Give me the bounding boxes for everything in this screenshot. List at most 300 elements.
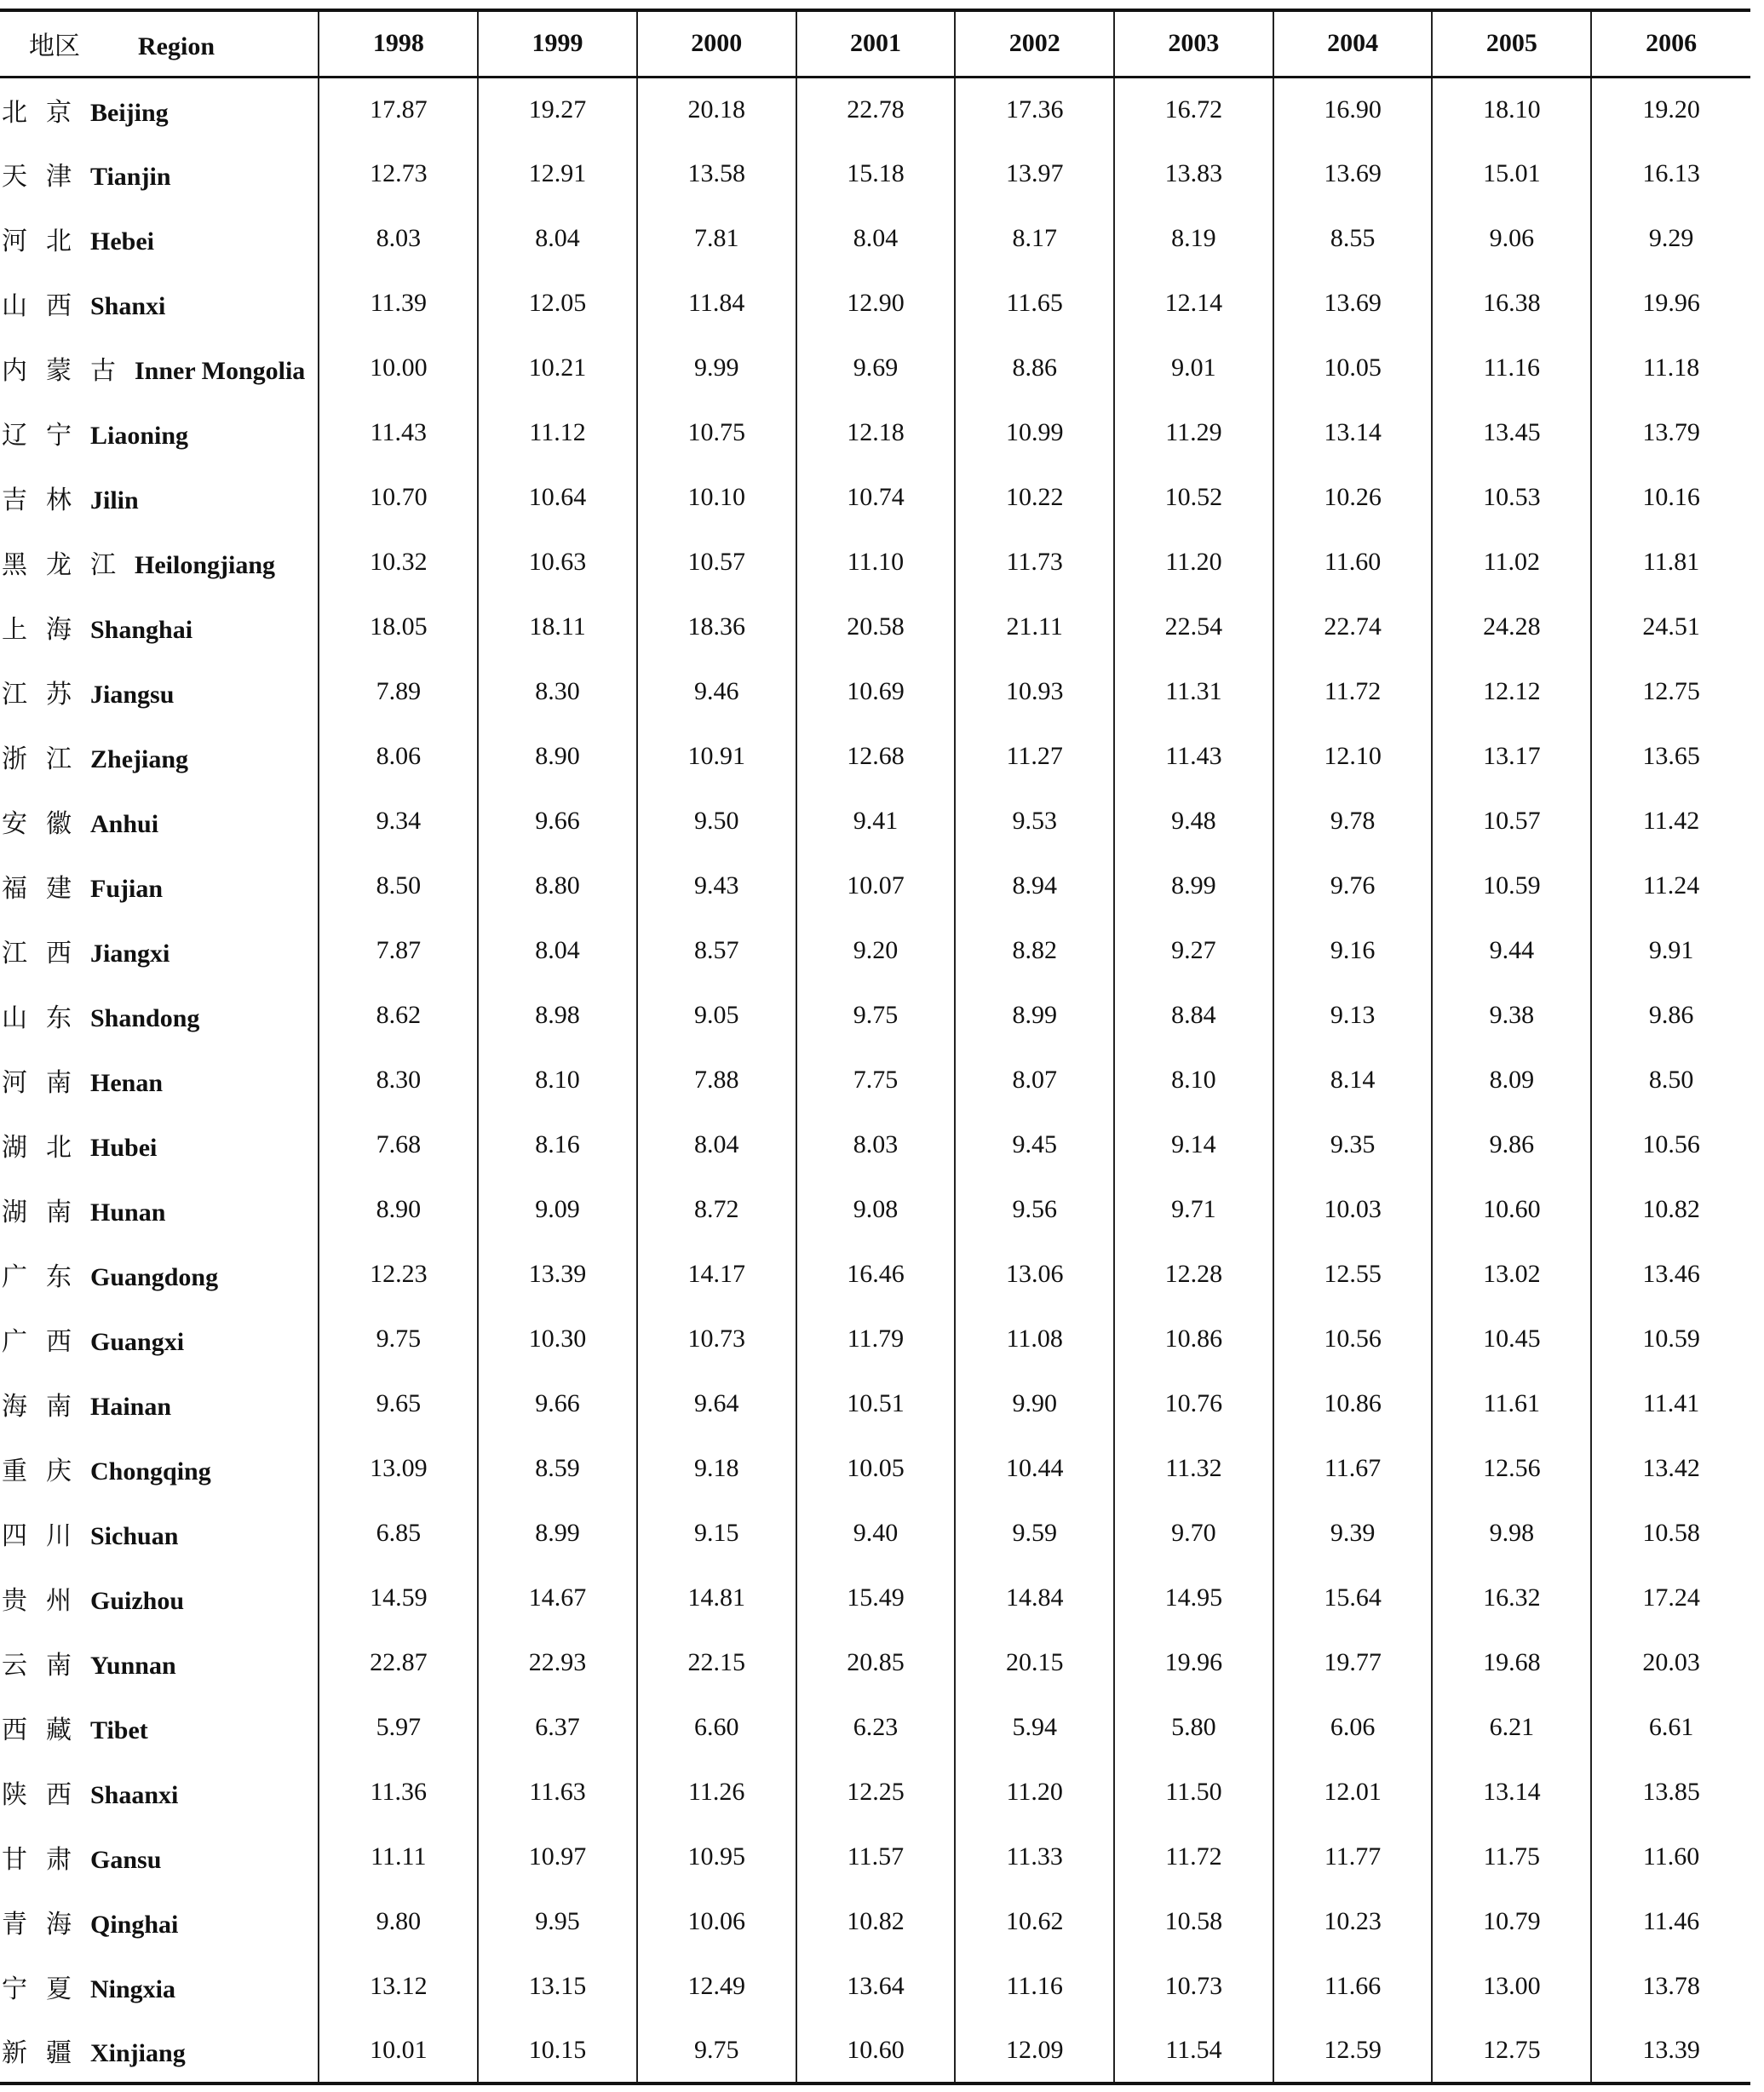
value-cell-2005: 10.59 — [1432, 853, 1591, 918]
table-row — [0, 1112, 1750, 1177]
value-cell-2002: 11.20 — [955, 1760, 1114, 1825]
value-cell-1998: 11.39 — [319, 271, 478, 336]
value-cell-1998: 10.70 — [319, 465, 478, 530]
region-name-cell — [0, 1307, 319, 1371]
region-name-en: Hebei — [90, 227, 154, 256]
value-cell-2005: 11.16 — [1432, 336, 1591, 400]
table-row — [0, 336, 1750, 400]
table-row — [0, 1501, 1750, 1566]
value-cell-2005: 16.32 — [1432, 1566, 1591, 1630]
value-cell-2002: 17.36 — [955, 77, 1114, 141]
value-cell-2003: 11.32 — [1114, 1436, 1273, 1501]
region-name-cell — [0, 1760, 319, 1825]
region-name-cn: 陕西 — [2, 1780, 90, 1810]
value-cell-2003: 16.72 — [1114, 77, 1273, 141]
region-name-cn: 甘肃 — [2, 1845, 90, 1875]
value-cell-2000: 9.64 — [637, 1371, 796, 1436]
table-row — [0, 1566, 1750, 1630]
region-name-en: Gansu — [90, 1846, 162, 1874]
value-cell-2003: 10.73 — [1114, 1954, 1273, 2019]
value-cell-2004: 6.06 — [1273, 1695, 1433, 1760]
region-header-cell — [0, 10, 319, 77]
value-cell-2003: 11.43 — [1114, 724, 1273, 789]
value-cell-2002: 10.44 — [955, 1436, 1114, 1501]
value-cell-2002: 10.22 — [955, 465, 1114, 530]
value-cell-1999: 19.27 — [478, 77, 637, 141]
value-cell-2001: 10.05 — [796, 1436, 956, 1501]
value-cell-2004: 9.78 — [1273, 789, 1433, 853]
value-cell-2004: 13.69 — [1273, 271, 1433, 336]
value-cell-2004: 11.77 — [1273, 1825, 1433, 1889]
value-cell-2000: 12.49 — [637, 1954, 796, 2019]
value-cell-2001: 12.68 — [796, 724, 956, 789]
region-name-en: Zhejiang — [90, 745, 189, 773]
region-name-cell — [0, 1566, 319, 1630]
value-cell-2003: 10.76 — [1114, 1371, 1273, 1436]
region-name-en: Beijing — [90, 98, 169, 127]
table-row — [0, 271, 1750, 336]
value-cell-1998: 11.43 — [319, 400, 478, 465]
value-cell-1998: 9.75 — [319, 1307, 478, 1371]
value-cell-2003: 8.84 — [1114, 983, 1273, 1048]
value-cell-2006: 12.75 — [1591, 659, 1750, 724]
value-cell-2001: 7.75 — [796, 1048, 956, 1112]
value-cell-1999: 8.99 — [478, 1501, 637, 1566]
region-name-en: Ningxia — [90, 1975, 176, 2003]
value-cell-2003: 12.14 — [1114, 271, 1273, 336]
value-cell-2004: 16.90 — [1273, 77, 1433, 141]
value-cell-2002: 8.07 — [955, 1048, 1114, 1112]
value-cell-2004: 8.14 — [1273, 1048, 1433, 1112]
value-cell-2005: 11.61 — [1432, 1371, 1591, 1436]
table-row — [0, 400, 1750, 465]
region-name-cell — [0, 1954, 319, 2019]
header-row — [0, 10, 1750, 77]
value-cell-1998: 8.03 — [319, 206, 478, 271]
table-row — [0, 1307, 1750, 1371]
value-cell-2000: 8.72 — [637, 1177, 796, 1242]
value-cell-2002: 9.45 — [955, 1112, 1114, 1177]
region-name-cn: 福建 — [2, 874, 90, 904]
value-cell-2006: 24.51 — [1591, 595, 1750, 659]
value-cell-2004: 12.55 — [1273, 1242, 1433, 1307]
region-name-cn: 内蒙古 — [2, 356, 135, 386]
value-cell-2000: 9.46 — [637, 659, 796, 724]
region-name-cn: 湖南 — [2, 1198, 90, 1227]
value-cell-2005: 8.09 — [1432, 1048, 1591, 1112]
value-cell-2006: 13.42 — [1591, 1436, 1750, 1501]
value-cell-2002: 11.16 — [955, 1954, 1114, 2019]
value-cell-2005: 16.38 — [1432, 271, 1591, 336]
region-name-en: Jiangxi — [90, 940, 170, 968]
value-cell-1998: 8.62 — [319, 983, 478, 1048]
value-cell-2000: 9.05 — [637, 983, 796, 1048]
value-cell-1998: 10.01 — [319, 2019, 478, 2083]
year-header-2001: 2001 — [796, 10, 956, 77]
region-name-en: Hunan — [90, 1198, 166, 1227]
value-cell-1999: 12.05 — [478, 271, 637, 336]
table-row — [0, 1825, 1750, 1889]
value-cell-2005: 9.38 — [1432, 983, 1591, 1048]
value-cell-2002: 9.56 — [955, 1177, 1114, 1242]
value-cell-2000: 14.17 — [637, 1242, 796, 1307]
value-cell-1999: 9.66 — [478, 789, 637, 853]
value-cell-2003: 10.58 — [1114, 1889, 1273, 1954]
value-cell-2005: 10.45 — [1432, 1307, 1591, 1371]
region-name-cell — [0, 918, 319, 983]
value-cell-2000: 10.95 — [637, 1825, 796, 1889]
value-cell-2006: 11.42 — [1591, 789, 1750, 853]
table-body — [0, 77, 1750, 2083]
region-name-cell — [0, 1630, 319, 1695]
value-cell-1999: 10.63 — [478, 530, 637, 595]
value-cell-2002: 13.97 — [955, 141, 1114, 206]
value-cell-2002: 12.09 — [955, 2019, 1114, 2083]
table-row — [0, 1630, 1750, 1695]
value-cell-2004: 10.26 — [1273, 465, 1433, 530]
value-cell-1999: 8.10 — [478, 1048, 637, 1112]
value-cell-2006: 11.41 — [1591, 1371, 1750, 1436]
value-cell-2006: 19.96 — [1591, 271, 1750, 336]
value-cell-2005: 12.56 — [1432, 1436, 1591, 1501]
table-row — [0, 983, 1750, 1048]
table-row — [0, 141, 1750, 206]
value-cell-2000: 9.18 — [637, 1436, 796, 1501]
value-cell-2004: 12.01 — [1273, 1760, 1433, 1825]
value-cell-2003: 14.95 — [1114, 1566, 1273, 1630]
value-cell-2002: 20.15 — [955, 1630, 1114, 1695]
value-cell-2001: 10.74 — [796, 465, 956, 530]
value-cell-2005: 13.45 — [1432, 400, 1591, 465]
value-cell-2003: 11.31 — [1114, 659, 1273, 724]
value-cell-1998: 8.90 — [319, 1177, 478, 1242]
table-row — [0, 1242, 1750, 1307]
value-cell-2001: 12.18 — [796, 400, 956, 465]
region-name-cn: 四川 — [2, 1521, 90, 1551]
value-cell-2005: 10.79 — [1432, 1889, 1591, 1954]
value-cell-1999: 9.95 — [478, 1889, 637, 1954]
region-name-cell — [0, 724, 319, 789]
value-cell-2006: 9.86 — [1591, 983, 1750, 1048]
value-cell-2005: 12.12 — [1432, 659, 1591, 724]
value-cell-1998: 12.23 — [319, 1242, 478, 1307]
value-cell-1999: 13.39 — [478, 1242, 637, 1307]
region-name-en: Guizhou — [90, 1587, 185, 1615]
value-cell-2003: 10.86 — [1114, 1307, 1273, 1371]
region-name-en: Hubei — [90, 1134, 158, 1162]
region-name-en: Yunnan — [90, 1652, 176, 1680]
region-name-cn: 河南 — [2, 1068, 90, 1098]
value-cell-2005: 11.75 — [1432, 1825, 1591, 1889]
value-cell-2005: 9.98 — [1432, 1501, 1591, 1566]
value-cell-2004: 11.66 — [1273, 1954, 1433, 2019]
region-name-en: Shanxi — [90, 292, 166, 320]
value-cell-2001: 13.64 — [796, 1954, 956, 2019]
value-cell-2002: 9.59 — [955, 1501, 1114, 1566]
value-cell-2002: 8.94 — [955, 853, 1114, 918]
value-cell-1999: 22.93 — [478, 1630, 637, 1695]
value-cell-1998: 9.65 — [319, 1371, 478, 1436]
value-cell-2002: 11.33 — [955, 1825, 1114, 1889]
value-cell-2003: 8.99 — [1114, 853, 1273, 918]
value-cell-1999: 13.15 — [478, 1954, 637, 2019]
value-cell-2003: 9.27 — [1114, 918, 1273, 983]
region-name-cn: 浙江 — [2, 744, 90, 774]
value-cell-2006: 10.56 — [1591, 1112, 1750, 1177]
value-cell-2003: 13.83 — [1114, 141, 1273, 206]
value-cell-2005: 18.10 — [1432, 77, 1591, 141]
region-name-cell — [0, 400, 319, 465]
region-name-en: Liaoning — [90, 422, 189, 450]
value-cell-1999: 10.30 — [478, 1307, 637, 1371]
value-cell-2001: 15.18 — [796, 141, 956, 206]
value-cell-2001: 10.51 — [796, 1371, 956, 1436]
value-cell-2000: 10.57 — [637, 530, 796, 595]
table-row — [0, 1695, 1750, 1760]
value-cell-2001: 16.46 — [796, 1242, 956, 1307]
region-name-cn: 山西 — [2, 291, 90, 321]
value-cell-2006: 11.60 — [1591, 1825, 1750, 1889]
value-cell-2003: 8.10 — [1114, 1048, 1273, 1112]
year-header-1999: 1999 — [478, 10, 637, 77]
regional-data-table — [0, 9, 1750, 2085]
region-name-cn: 江苏 — [2, 680, 90, 710]
table-row — [0, 853, 1750, 918]
region-name-cell — [0, 1436, 319, 1501]
region-name-cell — [0, 77, 319, 141]
value-cell-2001: 11.57 — [796, 1825, 956, 1889]
region-name-cell — [0, 853, 319, 918]
value-cell-2002: 11.08 — [955, 1307, 1114, 1371]
table-row — [0, 465, 1750, 530]
value-cell-2003: 9.70 — [1114, 1501, 1273, 1566]
value-cell-2005: 10.53 — [1432, 465, 1591, 530]
value-cell-2002: 9.90 — [955, 1371, 1114, 1436]
value-cell-2003: 22.54 — [1114, 595, 1273, 659]
value-cell-2003: 8.19 — [1114, 206, 1273, 271]
value-cell-1998: 11.11 — [319, 1825, 478, 1889]
value-cell-2005: 24.28 — [1432, 595, 1591, 659]
value-cell-2005: 19.68 — [1432, 1630, 1591, 1695]
value-cell-2000: 8.04 — [637, 1112, 796, 1177]
value-cell-1998: 13.09 — [319, 1436, 478, 1501]
value-cell-1999: 10.97 — [478, 1825, 637, 1889]
region-name-cn: 辽宁 — [2, 421, 90, 451]
value-cell-2002: 14.84 — [955, 1566, 1114, 1630]
value-cell-1999: 10.15 — [478, 2019, 637, 2083]
value-cell-2006: 8.50 — [1591, 1048, 1750, 1112]
value-cell-1998: 7.87 — [319, 918, 478, 983]
value-cell-2006: 11.24 — [1591, 853, 1750, 918]
value-cell-2004: 15.64 — [1273, 1566, 1433, 1630]
value-cell-2006: 11.18 — [1591, 336, 1750, 400]
value-cell-2001: 10.69 — [796, 659, 956, 724]
value-cell-2006: 13.65 — [1591, 724, 1750, 789]
region-name-cn: 西藏 — [2, 1716, 90, 1745]
value-cell-2006: 13.39 — [1591, 2019, 1750, 2083]
value-cell-1998: 12.73 — [319, 141, 478, 206]
region-name-cn: 新疆 — [2, 2038, 90, 2068]
value-cell-2001: 9.40 — [796, 1501, 956, 1566]
value-cell-2004: 10.03 — [1273, 1177, 1433, 1242]
value-cell-2003: 9.14 — [1114, 1112, 1273, 1177]
region-name-cn: 河北 — [2, 227, 90, 256]
value-cell-2000: 14.81 — [637, 1566, 796, 1630]
value-cell-1998: 8.06 — [319, 724, 478, 789]
region-name-cn: 广西 — [2, 1327, 90, 1357]
table-row — [0, 1954, 1750, 2019]
table-row — [0, 789, 1750, 853]
value-cell-2005: 9.06 — [1432, 206, 1591, 271]
region-name-cn: 天津 — [2, 162, 90, 192]
value-cell-2006: 16.13 — [1591, 141, 1750, 206]
year-header-2004: 2004 — [1273, 10, 1433, 77]
region-name-cell — [0, 336, 319, 400]
value-cell-1999: 8.04 — [478, 918, 637, 983]
value-cell-2001: 9.20 — [796, 918, 956, 983]
value-cell-1999: 10.64 — [478, 465, 637, 530]
value-cell-2003: 11.20 — [1114, 530, 1273, 595]
value-cell-2004: 9.39 — [1273, 1501, 1433, 1566]
region-name-en: Xinjiang — [90, 2039, 186, 2067]
value-cell-2004: 11.72 — [1273, 659, 1433, 724]
region-name-cell — [0, 530, 319, 595]
value-cell-2002: 8.17 — [955, 206, 1114, 271]
value-cell-1999: 11.63 — [478, 1760, 637, 1825]
region-name-cell — [0, 1242, 319, 1307]
value-cell-2004: 9.16 — [1273, 918, 1433, 983]
value-cell-2001: 12.25 — [796, 1760, 956, 1825]
value-cell-2000: 6.60 — [637, 1695, 796, 1760]
table-row — [0, 1048, 1750, 1112]
value-cell-2001: 9.75 — [796, 983, 956, 1048]
value-cell-2000: 20.18 — [637, 77, 796, 141]
value-cell-1998: 10.00 — [319, 336, 478, 400]
value-cell-2001: 8.04 — [796, 206, 956, 271]
value-cell-2005: 15.01 — [1432, 141, 1591, 206]
value-cell-2001: 15.49 — [796, 1566, 956, 1630]
value-cell-2002: 21.11 — [955, 595, 1114, 659]
region-name-en: Anhui — [90, 810, 159, 838]
value-cell-1998: 14.59 — [319, 1566, 478, 1630]
region-name-en: Fujian — [90, 875, 164, 903]
value-cell-2004: 11.67 — [1273, 1436, 1433, 1501]
region-name-cell — [0, 141, 319, 206]
value-cell-1999: 8.59 — [478, 1436, 637, 1501]
region-name-cell — [0, 659, 319, 724]
year-header-2005: 2005 — [1432, 10, 1591, 77]
value-cell-2003: 11.29 — [1114, 400, 1273, 465]
region-name-cn: 海南 — [2, 1392, 90, 1422]
value-cell-2000: 9.50 — [637, 789, 796, 853]
region-name-cell — [0, 206, 319, 271]
table-row — [0, 1371, 1750, 1436]
value-cell-2000: 7.81 — [637, 206, 796, 271]
value-cell-2006: 10.59 — [1591, 1307, 1750, 1371]
region-name-cn: 北京 — [2, 97, 90, 128]
region-name-cn: 云南 — [2, 1651, 90, 1681]
region-header-en: Region — [138, 32, 215, 61]
value-cell-2006: 13.46 — [1591, 1242, 1750, 1307]
value-cell-2006: 17.24 — [1591, 1566, 1750, 1630]
region-name-cn: 重庆 — [2, 1457, 90, 1486]
value-cell-2006: 10.82 — [1591, 1177, 1750, 1242]
region-name-cell — [0, 1889, 319, 1954]
region-name-cell — [0, 271, 319, 336]
table-row — [0, 1889, 1750, 1954]
table-row — [0, 1760, 1750, 1825]
value-cell-1998: 11.36 — [319, 1760, 478, 1825]
region-name-cn: 贵州 — [2, 1586, 90, 1616]
value-cell-2005: 13.14 — [1432, 1760, 1591, 1825]
value-cell-1999: 8.04 — [478, 206, 637, 271]
value-cell-1998: 17.87 — [319, 77, 478, 141]
value-cell-1999: 8.30 — [478, 659, 637, 724]
table-row — [0, 724, 1750, 789]
region-name-cell — [0, 1695, 319, 1760]
value-cell-1999: 18.11 — [478, 595, 637, 659]
value-cell-2005: 12.75 — [1432, 2019, 1591, 2083]
value-cell-2002: 10.62 — [955, 1889, 1114, 1954]
value-cell-2004: 9.35 — [1273, 1112, 1433, 1177]
region-name-cell — [0, 789, 319, 853]
value-cell-2000: 9.43 — [637, 853, 796, 918]
value-cell-2003: 9.01 — [1114, 336, 1273, 400]
value-cell-1999: 8.80 — [478, 853, 637, 918]
value-cell-1999: 12.91 — [478, 141, 637, 206]
value-cell-2004: 13.14 — [1273, 400, 1433, 465]
region-name-cell — [0, 1825, 319, 1889]
value-cell-2002: 9.53 — [955, 789, 1114, 853]
value-cell-2002: 11.27 — [955, 724, 1114, 789]
value-cell-2001: 20.85 — [796, 1630, 956, 1695]
region-name-cn: 上海 — [2, 615, 90, 645]
value-cell-2006: 19.20 — [1591, 77, 1750, 141]
value-cell-2001: 11.79 — [796, 1307, 956, 1371]
value-cell-2001: 9.41 — [796, 789, 956, 853]
value-cell-2002: 11.73 — [955, 530, 1114, 595]
region-name-cell — [0, 1371, 319, 1436]
value-cell-2001: 9.08 — [796, 1177, 956, 1242]
region-name-cn: 青海 — [2, 1910, 90, 1940]
value-cell-2001: 8.03 — [796, 1112, 956, 1177]
region-name-cell — [0, 465, 319, 530]
region-name-en: Henan — [90, 1069, 164, 1097]
value-cell-2004: 10.05 — [1273, 336, 1433, 400]
region-name-cell — [0, 1112, 319, 1177]
value-cell-2005: 6.21 — [1432, 1695, 1591, 1760]
region-name-cn: 广东 — [2, 1262, 90, 1292]
value-cell-2002: 8.82 — [955, 918, 1114, 983]
value-cell-2006: 10.58 — [1591, 1501, 1750, 1566]
value-cell-2004: 12.10 — [1273, 724, 1433, 789]
value-cell-2000: 13.58 — [637, 141, 796, 206]
value-cell-2005: 13.00 — [1432, 1954, 1591, 2019]
value-cell-2004: 8.55 — [1273, 206, 1433, 271]
value-cell-2004: 12.59 — [1273, 2019, 1433, 2083]
region-name-cell — [0, 1177, 319, 1242]
value-cell-1999: 10.21 — [478, 336, 637, 400]
value-cell-2005: 11.02 — [1432, 530, 1591, 595]
value-cell-2003: 10.52 — [1114, 465, 1273, 530]
region-name-en: Guangxi — [90, 1328, 185, 1356]
value-cell-2000: 10.75 — [637, 400, 796, 465]
value-cell-2000: 18.36 — [637, 595, 796, 659]
value-cell-2001: 9.69 — [796, 336, 956, 400]
region-name-en: Jiangsu — [90, 681, 175, 709]
value-cell-2000: 9.15 — [637, 1501, 796, 1566]
value-cell-1998: 22.87 — [319, 1630, 478, 1695]
